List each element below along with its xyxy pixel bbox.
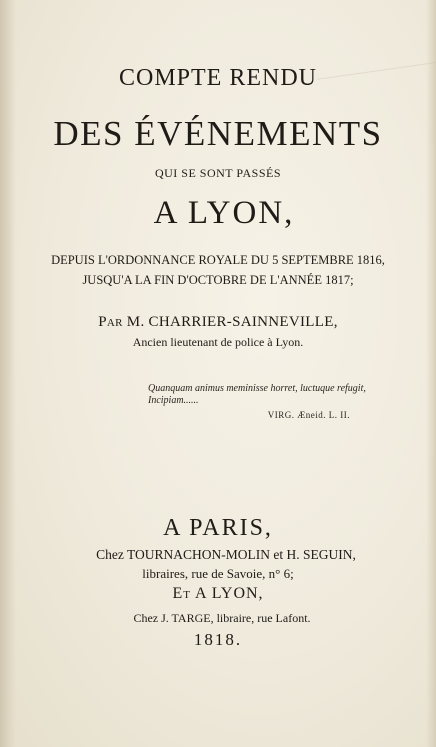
imprint-city-lyon: Et A LYON, — [172, 585, 264, 602]
title-line-1: COMPTE RENDU — [118, 65, 317, 91]
author-role: Ancien lieutenant de police à Lyon. — [132, 335, 304, 349]
epigraph-source: VIRG. Æneid. L. II. — [267, 410, 350, 420]
period-line-1: DEPUIS L'ORDONNANCE ROYALE DU 5 SEPTEMBRE 1816, — [51, 253, 385, 267]
epigraph — [148, 383, 408, 421]
epigraph-line-2: Incipiam...... — [148, 395, 199, 406]
epigraph-line-1: Quanquam animus meminisse horret, luctuque refugit, — [148, 383, 366, 394]
place-heading: A LYON, — [153, 195, 295, 231]
imprint-address-paris: libraires, rue de Savoie, n° 6; — [142, 566, 294, 581]
imprint-city-paris: A PARIS, — [163, 515, 273, 541]
imprint-year: 1818. — [193, 630, 243, 649]
author-line: Par M. CHARRIER-SAINNEVILLE, — [98, 314, 338, 330]
title-line-2: DES ÉVÉNEMENTS — [53, 114, 383, 153]
subtitle: QUI SE SONT PASSÉS — [154, 166, 282, 180]
imprint-publisher-lyon: Chez J. TARGE, libraire, rue Lafont. — [133, 611, 311, 625]
period-line-2: JUSQU'A LA FIN D'OCTOBRE DE L'ANNÉE 1817; — [82, 273, 354, 287]
imprint-publisher-paris: Chez TOURNACHON-MOLIN et H. SEGUIN, — [96, 547, 356, 562]
